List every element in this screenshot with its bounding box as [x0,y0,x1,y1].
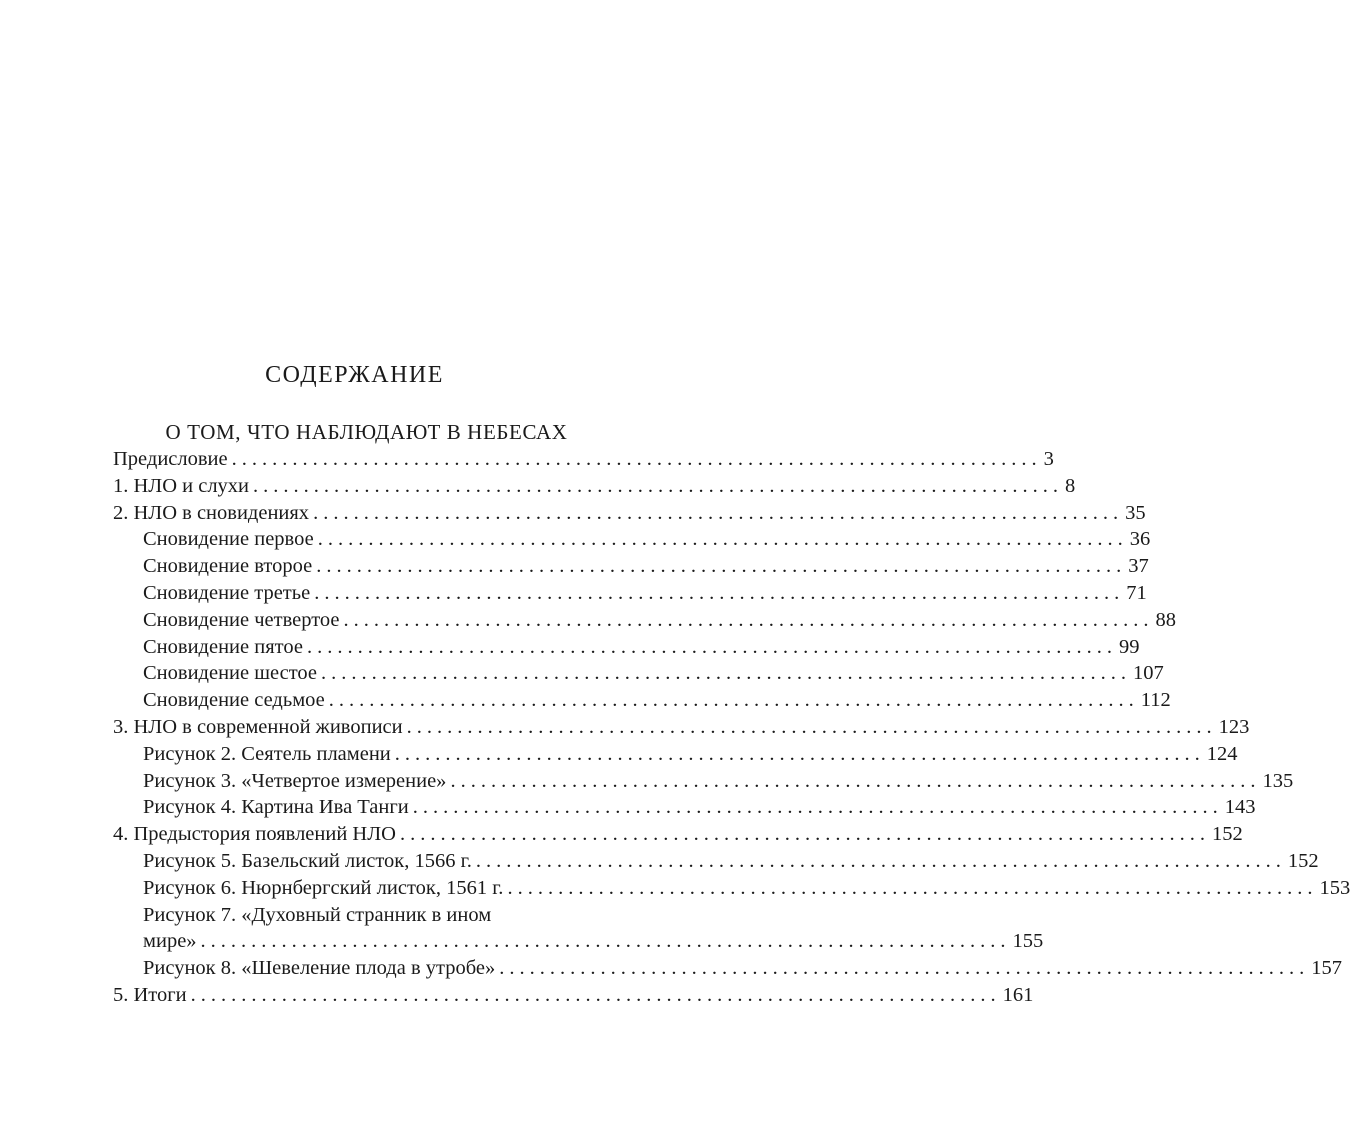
toc-subentry [113,875,1350,902]
toc-entry-page: 107 [1133,662,1164,685]
toc-entry [113,982,1034,1009]
table-of-contents [113,446,1350,1009]
toc-entry-title: Сновидение седьмое [143,689,325,712]
toc-entry-title: Сновидение пятое [143,635,303,658]
toc-subentry [113,553,1149,580]
dot-leader: ................................................................................ [450,769,1261,792]
toc-entry-page: 143 [1224,796,1256,819]
dot-leader: ................................................................................ [316,555,1127,578]
dot-leader: ................................................................................ [406,715,1217,738]
toc-subentry [113,768,1294,795]
dot-leader: ................................................................................ [231,448,1042,470]
toc-subentry [113,902,620,929]
section-title: О ТОМ, ЧТО НАБЛЮДАЮТ В НЕБЕСАХ [165,420,568,444]
toc-subentry [113,580,1147,607]
toc-entry-title: 2. НЛО в сновидениях [113,501,310,524]
toc-entry-page: 8 [1065,474,1076,497]
dot-leader: ................................................................................ [317,528,1128,551]
toc-subentry [113,526,1151,553]
toc-entry-title: Предисловие [113,448,228,470]
dot-leader: ................................................................................ [253,474,1064,497]
dot-leader: ................................................................................ [499,957,1310,980]
toc-entry-page: 36 [1129,528,1151,551]
toc-entry-title: Рисунок 8. «Шевеление плода в утробе» [143,957,496,980]
toc-entry-title: Рисунок 6. Нюрнбергский листок, 1561 г. [143,876,504,899]
toc-subentry [113,687,1171,714]
toc-entry-title: Сновидение первое [143,528,314,551]
dot-leader: ................................................................................ [475,849,1286,872]
toc-subentry [113,955,1342,982]
dot-leader: ................................................................................ [321,662,1132,685]
toc-entry [113,500,1146,527]
toc-entry-title: Рисунок 5. Базельский листок, 1566 г. [143,849,472,872]
dot-leader: ................................................................................ [200,930,1011,953]
dot-leader: ................................................................................ [306,635,1117,658]
toc-entry-title: 3. НЛО в современной живописи [113,715,403,738]
dot-leader: ................................................................................ [343,608,1154,631]
toc-entry-page: 99 [1118,635,1140,658]
toc-entry-page: 152 [1287,849,1319,872]
dot-leader: ................................................................................ [507,876,1318,899]
dot-leader: ................................................................................ [412,796,1223,819]
dot-leader: ................................................................................ [190,983,1001,1006]
toc-entry-title: 4. Предыстория появлений НЛО [113,823,396,846]
toc-entry-page: 152 [1211,823,1243,846]
toc-subentry [113,794,1256,821]
toc-subentry [113,607,1177,634]
toc-entry-page: 123 [1218,715,1250,738]
toc-entry-title: Рисунок 7. «Духовный странник в ином [143,903,492,926]
dot-leader: ................................................................................ [314,581,1125,604]
toc-entry-page: 161 [1002,983,1034,1006]
toc-entry [113,821,1243,848]
toc-entry-page: 71 [1126,581,1147,604]
toc-entry [113,446,1054,473]
toc-entry-page: 3 [1043,448,1054,470]
toc-subentry [113,928,1044,955]
toc-entry-title: Сновидение третье [143,581,311,604]
toc-entry-page: 155 [1012,930,1044,953]
toc-entry-page: 112 [1140,689,1171,712]
toc-entry-title: 1. НЛО и слухи [113,474,250,497]
toc-entry-page: 88 [1155,608,1177,631]
toc-entry-title: Рисунок 4. Картина Ива Танги [143,796,409,819]
toc-entry-title: мире» [143,930,197,953]
toc-subentry [113,660,1164,687]
toc-entry-page: 153 [1319,876,1350,899]
dot-leader: ................................................................................ [328,689,1139,712]
toc-entry-page: 157 [1311,957,1342,980]
toc-entry-title: Сновидение четвертое [143,608,340,631]
toc-subentry [113,741,1238,768]
toc-subentry [113,634,1140,661]
toc-entry [113,714,1250,741]
toc-entry-title: Сновидение второе [143,555,313,578]
toc-entry-page: 37 [1128,555,1149,578]
toc-entry-title: 5. Итоги [113,983,187,1006]
toc-entry [113,473,1076,500]
toc-entry-title: Рисунок 3. «Четвертое измерение» [143,769,447,792]
dot-leader: ................................................................................ [399,823,1210,846]
toc-entry-page: 35 [1125,501,1146,524]
toc-entry-title: Рисунок 2. Сеятель пламени [143,742,391,765]
toc-entry-page: 135 [1262,769,1294,792]
toc-entry-page: 124 [1206,742,1238,765]
toc-entry-title: Сновидение шестое [143,662,318,685]
dot-leader: ................................................................................ [313,501,1124,524]
toc-subentry [113,848,1319,875]
contents-heading: СОДЕРЖАНИЕ [265,362,444,388]
dot-leader: ................................................................................ [394,742,1205,765]
